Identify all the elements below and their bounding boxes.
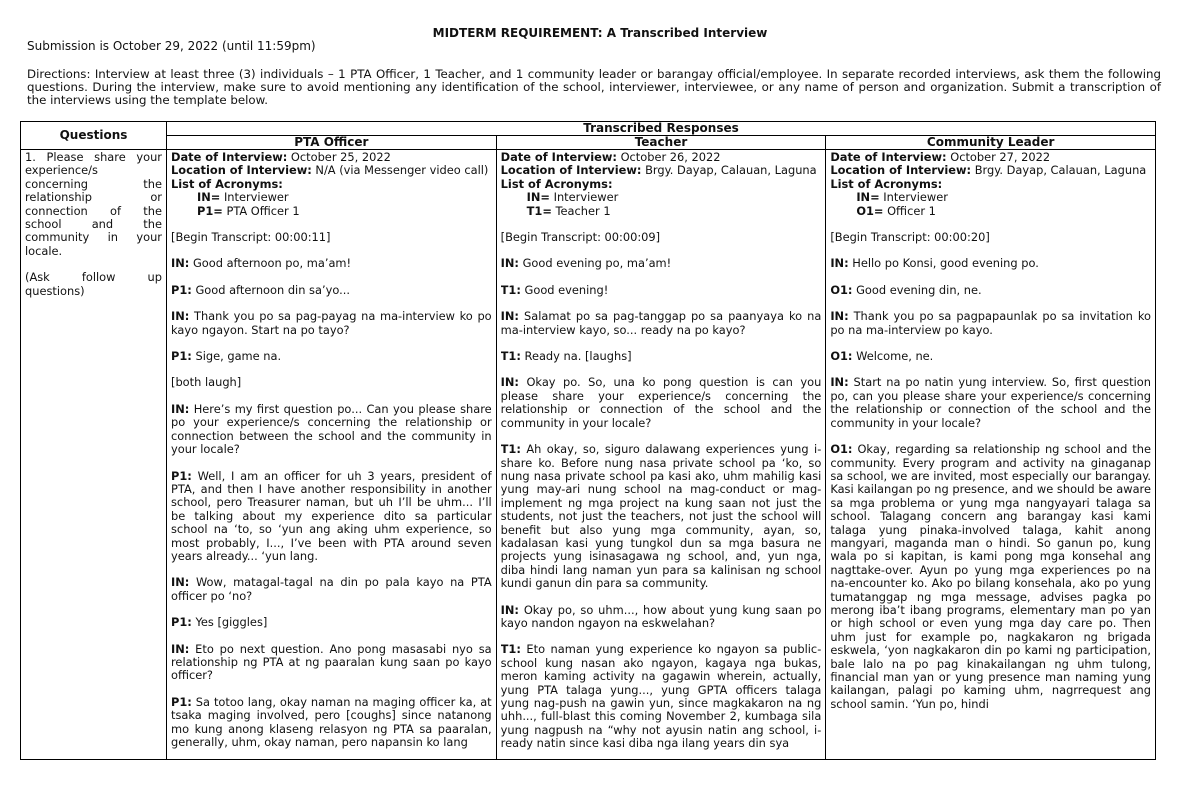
teacher-header: Teacher: [496, 136, 826, 150]
utterance-text: Hello po Konsi, good evening po.: [848, 256, 1039, 271]
utterance-text: Eto naman yung experience ko ngayon sa public-school kung nasan ako ngayon, kagaya nga bukas, meron kaming activity na gagawin wherein, actually, yung PTA talaga yung..., yung GPTA officers talaga yung nag-push na gawin yun, since magkakaron na ng uhh..., full-blast this coming November 2, kumbaga sila yung nagpush na “why not ayusin natin ang school, i-ready natin since kasi diba nga ilang years din sya: [500, 642, 822, 751]
utterance-text: Good afternoon din sa’yo...: [191, 282, 350, 297]
speaker-tag: IN:: [500, 602, 519, 617]
utterance-text: Okay po, so uhm..., how about yung kung saan po kayo nandon ngayon na eskwelahan?: [500, 602, 822, 630]
speaker-tag: IN:: [171, 256, 190, 271]
teacher-dialogue: [501, 257, 822, 750]
speaker-tag: T1:: [500, 282, 521, 297]
speaker-tag: IN:: [500, 309, 519, 324]
teacher-date: Date of Interview: October 26, 2022: [500, 151, 721, 164]
utterance-text: Good evening din, ne.: [852, 282, 982, 297]
community-leader-response-cell: [826, 150, 1156, 760]
utterance-text: Good evening po, ma’am!: [518, 256, 672, 271]
teacher-response-cell: [496, 150, 826, 760]
community-leader-header: Community Leader: [826, 136, 1156, 150]
dialogue-line: [501, 310, 822, 337]
dialogue-line: [171, 310, 492, 337]
utterance-text: Good evening!: [520, 282, 609, 297]
leader-acronym-respondent: O1= Officer 1: [856, 203, 936, 218]
dialogue-line: [501, 284, 822, 297]
teacher-transcript: [501, 151, 822, 757]
teacher-location: Location of Interview: Brgy. Dayap, Calauan, Laguna: [500, 163, 817, 178]
question-cell: [21, 150, 167, 760]
pta-location: Location of Interview: N/A (via Messenger video call): [171, 163, 489, 178]
utterance-text: [both laugh]: [171, 375, 242, 390]
utterance-text: Yes [giggles]: [191, 615, 268, 630]
dialogue-line: [501, 257, 822, 270]
leader-dialogue: [830, 257, 1151, 711]
utterance-text: Sa totoo lang, okay naman na maging officer ka, at tsaka maging involved, pero [coughs] since natanong mo kung anong klaseng relasyon ng PTA sa paaralan, generally, uhm, okay naman, pero napansin ko lang: [171, 694, 492, 749]
utterance-text: Salamat po sa pag-tanggap po sa paanyaya ko na ma-interview kayo, so... ready na po kayo?: [500, 309, 822, 337]
speaker-tag: P1:: [171, 349, 192, 364]
teacher-acronym-respondent: T1= Teacher 1: [526, 203, 611, 218]
dialogue-line: [830, 257, 1151, 270]
utterance-text: Here’s my first question po... Can you please share po your experience/s concerning the relationship or connection between the school and the community in your locale?: [171, 401, 492, 457]
dialogue-line: [501, 643, 822, 750]
leader-transcript: [830, 151, 1151, 757]
submission-deadline: Submission is October 29, 2022 (until 11:59pm): [27, 39, 316, 53]
dialogue-line: [830, 443, 1151, 711]
speaker-tag: IN:: [500, 375, 519, 390]
utterance-text: Okay, regarding sa relationship ng school and the community. Every program and activity na ginaganap sa school, we are invited, most especially our barangay. Kasi kailangan po ng presence, and we should be aware sa mga problema or yung mga nangyayari talaga sa school. Talagang concern ang barangay kasi kami talaga yung pinaka-involved talaga, kahit anong mangyari, maganda man o hindi. So ganun po, kung wala po si kapitan, is kami pong mga konsehal ang nagttake-over. Ayun po yung mga experiences po na na-encounter ko. Ako po bilang konsehala, ako po yung tumatanggap ng mga message, advises pagka po merong iba’t ibang programs, elementary man po yan or high school or even yung mga day care po. Then uhm just for example po, nagkakaron ng brigada eskwela, ‘yon nagkakaron din po kami ng participation, bale lalo na po pag kinakailangan ng uhm tulong, financial man yan or yung presence man naming yung kailangan, palagi po kaming uhm, nagrrequest ang school samin. ‘Yun po, hindi: [830, 442, 1151, 711]
dialogue-line: [171, 616, 492, 629]
leader-acronyms-label: List of Acronyms:: [830, 176, 943, 191]
pta-acronym-interviewer: IN= Interviewer: [197, 190, 289, 205]
dialogue-line: [830, 376, 1151, 430]
speaker-tag: P1:: [171, 615, 192, 630]
speaker-tag: O1:: [830, 282, 853, 297]
speaker-tag: IN:: [171, 401, 190, 416]
pta-acronym-respondent: P1= PTA Officer 1: [197, 203, 300, 218]
teacher-acronyms-label: List of Acronyms:: [500, 176, 613, 191]
directions-paragraph: Directions: Interview at least three (3) individuals – 1 PTA Officer, 1 Teacher, and 1 community leader or barangay official/employee. In separate recorded interviews, ask them the following questions. During the interview, make sure to avoid mentioning any identification of the school, interviewer, interviewee, or any name of person and organization. Submit a transcription of the interviews using the template below.: [27, 67, 1161, 108]
leader-acronym-interviewer: IN= Interviewer: [856, 190, 948, 205]
utterance-text: Wow, matagal-tagal na din po pala kayo na PTA officer po ‘no?: [171, 575, 492, 603]
pta-begin-transcript: [Begin Transcript: 00:00:11]: [171, 230, 331, 245]
speaker-tag: P1:: [171, 282, 192, 297]
dialogue-line: [501, 376, 822, 430]
dialogue-line: [501, 443, 822, 590]
utterance-text: Ah okay, so, siguro dalawang experiences yung i-share ko. Before nung nasa private school pa ‘ko, so nung nasa private school pa kasi ako, uhm mahilig kasi yung may-ari nung school na mag-conduct or mag-implement ng mga project na kung saan not just the students, not just the teachers, not just the school will benefit but also yung mga community, ayan, so, kadalasan kasi yung tungkol dun sa mga basura ne projects yung isinasagawa ng school, and, yun nga, diba hindi lang naman yun para sa kalinisan ng school kundi ganun din para sa community.: [500, 442, 822, 591]
question-followup-note: (Ask follow up questions): [25, 270, 162, 298]
speaker-tag: T1:: [500, 442, 521, 457]
utterance-text: Ready na. [laughs]: [520, 349, 632, 364]
dialogue-line: [171, 376, 492, 389]
speaker-tag: IN:: [171, 641, 190, 656]
utterance-text: Okay po. So, una ko pong question is can you please share your experience/s concerning the relationship or connection of the school and the community in your locale?: [500, 375, 822, 430]
dialogue-line: [830, 310, 1151, 337]
leader-location: Location of Interview: Brgy. Dayap, Calauan, Laguna: [830, 163, 1147, 178]
utterance-text: Good afternoon po, ma’am!: [189, 256, 352, 271]
dialogue-line: [830, 284, 1151, 297]
pta-acronyms-label: List of Acronyms:: [171, 176, 283, 191]
teacher-acronym-interviewer: IN= Interviewer: [526, 190, 619, 205]
leader-begin-transcript: [Begin Transcript: 00:00:20]: [830, 230, 990, 245]
utterance-text: Start na po natin yung interview. So, first question po, can you please share your experience/s concerning the relationship or connection of the school and the community in your locale?: [830, 375, 1151, 430]
speaker-tag: IN:: [500, 256, 519, 271]
speaker-tag: IN:: [830, 309, 849, 324]
speaker-tag: T1:: [500, 349, 521, 364]
utterance-text: Welcome, ne.: [852, 349, 934, 364]
speaker-tag: O1:: [830, 442, 853, 457]
pta-dialogue: [171, 257, 492, 749]
transcription-table: [20, 121, 1156, 760]
dialogue-line: [171, 350, 492, 363]
dialogue-line: [171, 257, 492, 270]
pta-officer-response-cell: [167, 150, 497, 760]
speaker-tag: IN:: [830, 375, 849, 390]
dialogue-line: [171, 643, 492, 683]
dialogue-line: [501, 350, 822, 363]
dialogue-line: [171, 470, 492, 564]
utterance-text: Thank you po sa pagpapaunlak po sa invitation ko po na ma-interview po kayo.: [830, 309, 1151, 337]
speaker-tag: T1:: [500, 642, 521, 657]
teacher-begin-transcript: [Begin Transcript: 00:00:09]: [500, 230, 661, 245]
speaker-tag: IN:: [171, 309, 190, 324]
pta-date: Date of Interview: October 25, 2022: [171, 151, 391, 164]
dialogue-line: [171, 576, 492, 603]
speaker-tag: P1:: [171, 694, 192, 709]
speaker-tag: O1:: [830, 349, 853, 364]
dialogue-line: [171, 696, 492, 750]
utterance-text: Sige, game na.: [191, 349, 282, 364]
title-text: MIDTERM REQUIREMENT: A Transcribed Interview: [432, 26, 768, 40]
dialogue-line: [171, 284, 492, 297]
utterance-text: Well, I am an officer for uh 3 years, president of PTA, and then I have another responsibility in another school, pero Treasurer naman, but uh I’ll be uhm... I’ll be talking about my experience dito sa particular school na ‘to, so ‘yun ang aking uhm experience, so most probably, I..., I’ve been with PTA around seven years already... ‘yun lang.: [171, 468, 492, 563]
utterance-text: Thank you po sa pag-payag na ma-interview ko po kayo ngayon. Start na po tayo?: [171, 309, 492, 337]
pta-officer-header: PTA Officer: [167, 136, 497, 150]
dialogue-line: [501, 604, 822, 631]
speaker-tag: P1:: [171, 468, 192, 483]
speaker-tag: IN:: [171, 575, 190, 590]
utterance-text: Eto po next question. Ano pong masasabi nyo sa relationship ng PTA at ng paaralan kung saan po kayo officer?: [171, 641, 492, 683]
dialogue-line: [830, 350, 1151, 363]
speaker-tag: IN:: [830, 256, 849, 271]
leader-date: Date of Interview: October 27, 2022: [830, 151, 1051, 164]
responses-header: Transcribed Responses: [167, 122, 1156, 136]
dialogue-line: [171, 403, 492, 457]
questions-header: Questions: [21, 122, 167, 150]
question-1: 1. Please share your experience/s concerning the relationship or connection of the school and the community in your locale.: [25, 150, 162, 258]
pta-transcript: [171, 151, 492, 757]
